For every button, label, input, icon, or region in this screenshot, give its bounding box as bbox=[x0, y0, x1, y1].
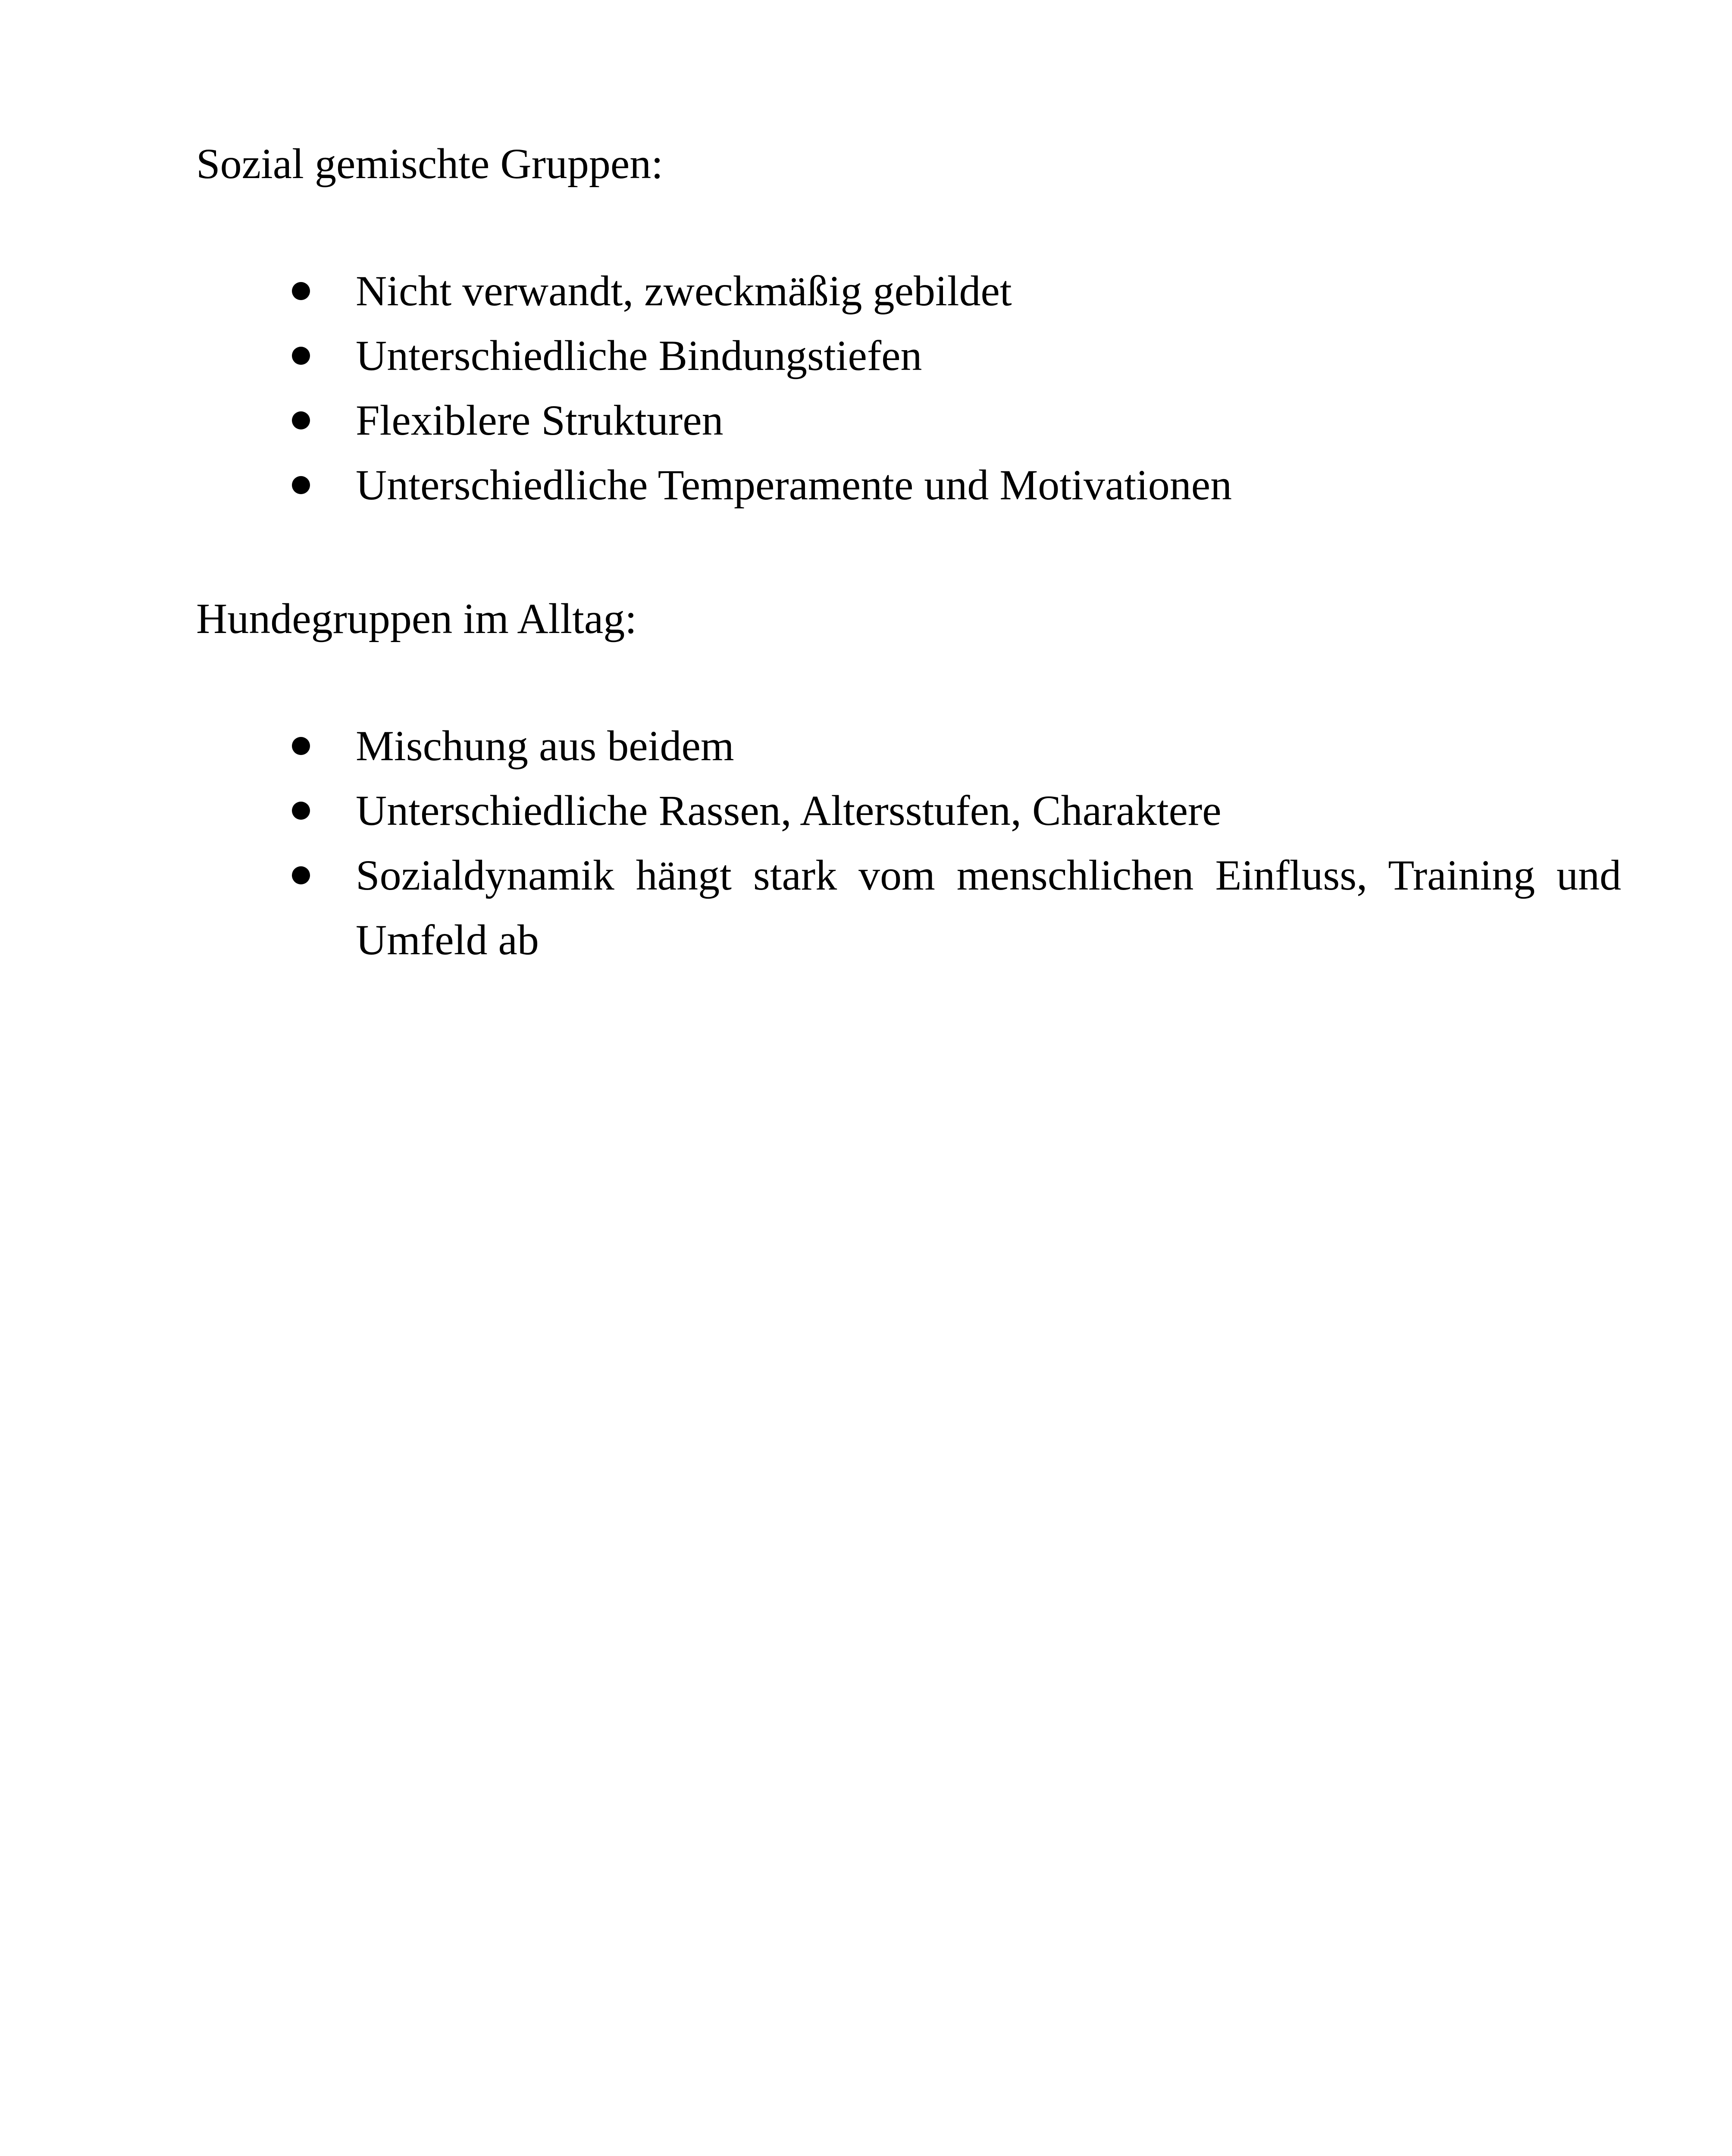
bullet-icon bbox=[292, 411, 310, 429]
list-item bbox=[196, 323, 1621, 388]
list-item bbox=[196, 843, 1621, 972]
list-item-text: Mischung aus beidem bbox=[356, 722, 734, 770]
bullet-list-everyday-groups bbox=[196, 714, 1621, 972]
list-item-text: Unterschiedliche Temperamente und Motivationen bbox=[356, 461, 1232, 509]
section-heading-mixed-groups: Sozial gemischte Gruppen: bbox=[196, 140, 664, 188]
list-item bbox=[196, 714, 1621, 778]
bullet-icon bbox=[292, 347, 310, 365]
bullet-icon bbox=[292, 737, 310, 755]
bullet-icon bbox=[292, 866, 310, 884]
list-item bbox=[196, 259, 1621, 323]
list-item-text: Unterschiedliche Bindungstiefen bbox=[356, 332, 922, 379]
list-item-text: Unterschiedliche Rassen, Altersstufen, Charaktere bbox=[356, 787, 1221, 834]
list-item bbox=[196, 778, 1621, 843]
bullet-list-mixed-groups bbox=[196, 259, 1621, 517]
list-item-text: Nicht verwandt, zweckmäßig gebildet bbox=[356, 267, 1012, 315]
section-heading-everyday-groups: Hundegruppen im Alltag: bbox=[196, 595, 637, 642]
list-item bbox=[196, 453, 1621, 517]
list-item bbox=[196, 388, 1621, 453]
list-item-text: Flexiblere Strukturen bbox=[356, 396, 723, 444]
bullet-icon bbox=[292, 802, 310, 820]
bullet-icon bbox=[292, 476, 310, 494]
bullet-icon bbox=[292, 282, 310, 300]
list-item-text: Sozialdynamik hängt stark vom menschlichen Einfluss, Training und Umfeld ab bbox=[356, 851, 1621, 964]
